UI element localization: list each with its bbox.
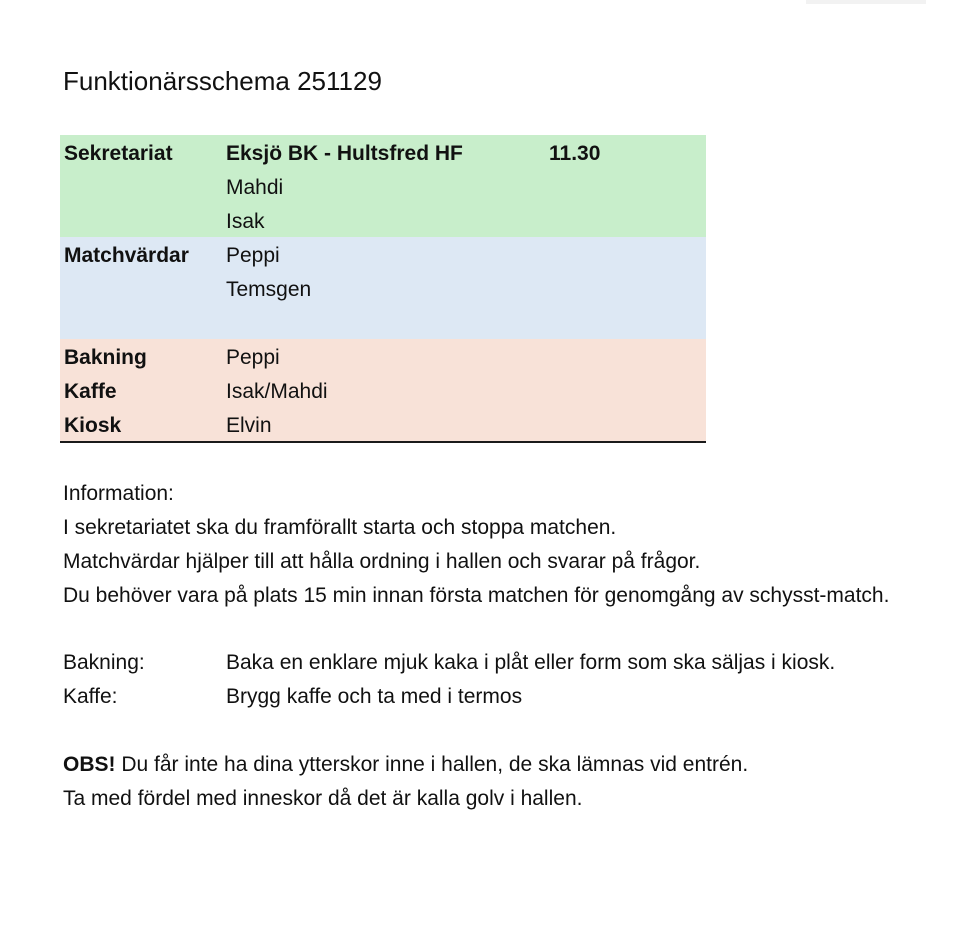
tasks-section [60,339,706,441]
sekretariat-name: Isak [226,210,265,233]
duty-label: Kaffe: [63,685,118,708]
table-row [60,373,706,407]
information-section [63,477,889,613]
page-title: Funktionärsschema 251129 [63,66,382,96]
matchvardar-name: Temsgen [226,278,312,301]
task-name: Isak/Mahdi [226,380,328,403]
information-line: Du behöver vara på plats 15 min innan första matchen för genomgång av schysst-match. [63,584,890,607]
schedule-table [60,135,706,443]
table-row [60,305,706,339]
table-row [60,169,706,203]
task-role: Bakning [64,346,147,369]
task-name: Elvin [226,414,272,437]
duty-text: Brygg kaffe och ta med i termos [226,685,523,708]
notice-section [63,748,748,816]
information-heading: Information: [63,482,174,505]
table-row [60,407,706,441]
matchvardar-section [60,237,706,339]
task-name: Peppi [226,346,280,369]
notice-line-1 [63,748,748,782]
match-time: 11.30 [549,142,601,165]
top-edge-mark [806,0,926,4]
duty-text: Baka en enklare mjuk kaka i plåt eller form som ska säljas i kiosk. [226,651,836,674]
task-role: Kaffe [64,380,117,403]
information-line: I sekretariatet ska du framförallt starta och stoppa matchen. [63,516,617,539]
table-row [60,203,706,237]
match-title: Eksjö BK - Hultsfred HF [226,142,463,165]
sekretariat-section [60,135,706,237]
sekretariat-name: Mahdi [226,176,284,199]
notice-line-2: Ta med fördel med inneskor då det är kalla golv i hallen. [63,787,583,810]
matchvardar-role: Matchvärdar [64,244,189,267]
matchvardar-name: Peppi [226,244,280,267]
duty-label: Bakning: [63,651,145,674]
task-role: Kiosk [64,414,122,437]
notice-text: Du får inte ha dina ytterskor inne i hallen, de ska lämnas vid entrén. [115,753,749,776]
table-row [60,135,706,169]
obs-label: OBS! [63,753,116,776]
table-row [60,271,706,305]
sekretariat-role: Sekretariat [64,142,173,165]
information-line: Matchvärdar hjälper till att hålla ordning i hallen och svarar på frågor. [63,550,701,573]
table-row [60,237,706,271]
table-row [60,339,706,373]
